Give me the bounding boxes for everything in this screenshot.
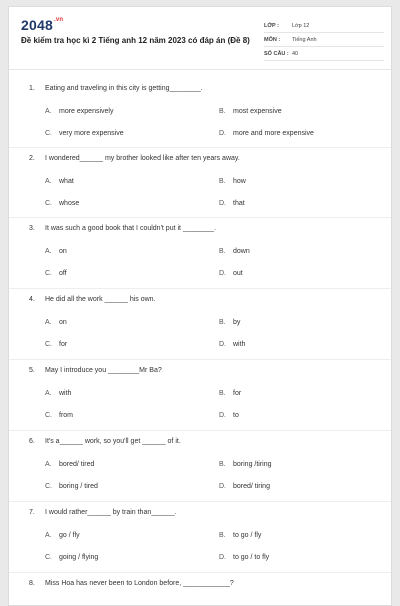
divider [9,217,392,218]
option-text: on [59,248,67,255]
divider [9,147,392,148]
option-text: by [233,319,241,326]
site-logo[interactable] [21,17,63,33]
meta-value: Tiếng Anh [292,36,317,43]
option-text: off [59,270,67,277]
question-text: Eating and traveling in this city is getting________. [45,85,203,92]
option-a[interactable] [45,390,71,397]
question-number: 8. [29,580,35,587]
option-c[interactable] [45,483,98,490]
option-d[interactable] [219,200,245,207]
exam-meta [264,19,384,61]
exam-header [9,7,391,70]
question-number: 1. [29,85,35,92]
option-text: out [233,270,243,277]
option-c[interactable] [45,412,73,419]
option-letter: B. [219,461,226,468]
option-d[interactable] [219,270,243,277]
option-c[interactable] [45,200,79,207]
meta-label: LỚP : [264,22,279,29]
option-letter: D. [219,341,226,348]
option-text: going / flying [59,554,99,561]
option-letter: C. [45,270,52,277]
option-text: bored/ tired [59,461,95,468]
option-text: most expensive [233,108,282,115]
option-b[interactable] [219,178,246,185]
option-text: how [233,178,246,185]
option-letter: D. [219,483,226,490]
option-a[interactable] [45,178,74,185]
option-letter: B. [219,108,226,115]
option-text: down [233,248,250,255]
question-text: I would rather______ by train than______. [45,509,177,516]
option-letter: B. [219,178,226,185]
option-text: for [233,390,242,397]
option-text: go / fly [59,532,80,539]
option-text: that [233,200,245,207]
option-c[interactable] [45,341,67,348]
question-number: 5. [29,367,35,374]
option-b[interactable] [219,461,272,468]
logo-suffix: .vn [53,17,64,23]
meta-row-class [264,19,384,33]
option-text: to go / to fly [233,554,270,561]
question-text: It was such a good book that I couldn't put it ________. [45,225,217,232]
option-d[interactable] [219,130,314,137]
option-letter: A. [45,178,52,185]
option-text: from [59,412,73,419]
option-letter: D. [219,412,226,419]
meta-label: SỐ CÂU : [264,50,289,57]
option-letter: C. [45,554,52,561]
option-text: what [59,178,74,185]
option-a[interactable] [45,248,67,255]
option-letter: B. [219,532,226,539]
option-c[interactable] [45,130,124,137]
option-text: whose [59,200,80,207]
option-a[interactable] [45,461,94,468]
divider [9,288,392,289]
option-letter: C. [45,130,52,137]
option-text: with [59,390,72,397]
divider [9,359,392,360]
option-text: with [233,341,246,348]
meta-row-subject [264,33,384,47]
meta-row-count [264,47,384,61]
question-text: He did all the work ______ his own. [45,296,156,303]
option-b[interactable] [219,532,261,539]
option-c[interactable] [45,270,67,277]
question-text: May I introduce you ________Mr Ba? [45,367,162,374]
exam-paper [8,6,392,606]
option-letter: A. [45,108,52,115]
option-d[interactable] [219,554,269,561]
option-letter: D. [219,270,226,277]
question-text: I wondered______ my brother looked like after ten years away. [45,155,240,162]
meta-value: 40 [292,50,299,57]
option-letter: A. [45,532,52,539]
option-a[interactable] [45,108,113,115]
option-text: on [59,319,67,326]
divider [9,430,392,431]
option-b[interactable] [219,390,241,397]
option-letter: D. [219,554,226,561]
option-text: boring / tired [59,483,98,490]
option-d[interactable] [219,341,245,348]
option-letter: D. [219,130,226,137]
option-text: very more expensive [59,130,124,137]
option-text: boring /tiring [233,461,272,468]
logo-text: 2048 [21,17,53,33]
question-number: 7. [29,509,35,516]
option-letter: A. [45,319,52,326]
option-d[interactable] [219,483,270,490]
option-letter: B. [219,248,226,255]
option-a[interactable] [45,319,67,326]
option-text: more expensively [59,108,114,115]
meta-label: MÔN : [264,36,281,43]
question-number: 2. [29,155,35,162]
option-letter: C. [45,200,52,207]
option-letter: C. [45,341,52,348]
option-text: bored/ tiring [233,483,270,490]
option-letter: D. [219,200,226,207]
question-text: Miss Hoa has never been to London before, ____________? [45,580,234,587]
option-letter: C. [45,412,52,419]
option-letter: A. [45,390,52,397]
option-b[interactable] [219,108,282,115]
page-title: Đề kiểm tra học kì 2 Tiếng anh 12 năm 2023 có đáp án (Đề 8) [21,36,250,45]
meta-value: Lớp 12 [292,22,310,29]
option-letter: A. [45,248,52,255]
option-letter: B. [219,319,226,326]
option-text: more and more expensive [233,130,314,137]
question-number: 6. [29,438,35,445]
option-letter: A. [45,461,52,468]
option-text: to [233,412,239,419]
option-letter: C. [45,483,52,490]
divider [9,572,392,573]
option-c[interactable] [45,554,98,561]
option-text: for [59,341,68,348]
option-a[interactable] [45,532,80,539]
option-b[interactable] [219,319,240,326]
divider [9,501,392,502]
option-letter: B. [219,390,226,397]
option-text: to go / fly [233,532,262,539]
option-d[interactable] [219,412,239,419]
question-text: It's a______ work, so you'll get ______ of it. [45,438,181,445]
option-b[interactable] [219,248,250,255]
question-number: 3. [29,225,35,232]
question-number: 4. [29,296,35,303]
